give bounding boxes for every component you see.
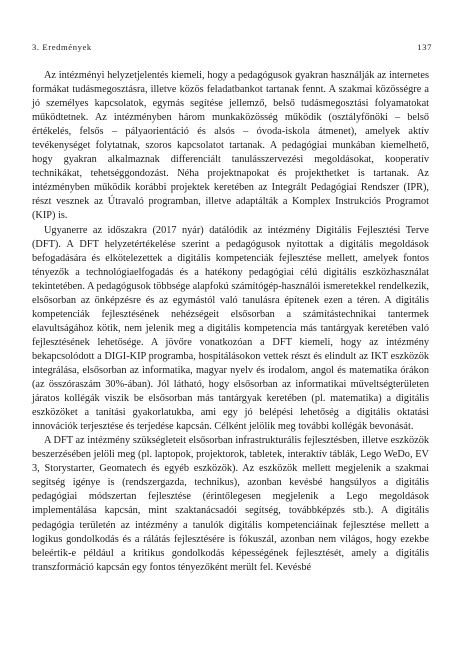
paragraph: Ugyanerre az időszakra (2017 nyár) datálódik az intézmény Digitális Fejlesztési Terve (DFT). A DFT helyzetértékelése szerint a pedagógusok nyitottak a digitális megoldások befogadására és elkötelezettek a digitális kompetenciák fejlesztése mellett, amelyek fontos tényezők a technológiaelfogadás és a hatékony pedagógiai célú digitális eszközhasználat tekintetében. A pedagógusok többsége alapfokú számítógép-használói ismeretekkel rendelkezik, elsősorban az önképzésre és az egymástól való tanulásra építenek ezen a téren. A digitális kompetenciák fejlesztésének nehézségeit elsősorban a számítástechnikai tantermek elavultságához kötik, nem jelenik meg a digitális kompetencia más tantárgyak keretében való fejlesztésének lehetősége. A jövőre vonatkozóan a DFT kiemeli, hogy az intézmény bekapcsolódott a DIGI-KIP programba, hospitálásokon vettek részt és elindult az IKT eszközök integrálása, elsősorban az informatika, magyar nyelv és irodalom, angol és matematika órákon (az összóraszám 30%-ában). Jól látható, hogy elsősorban az informatikai műveltségterületen járatos kollégák viszik be elsősorban más tantárgyak keretében (pl. matematika) a digitális eszközöket a tanítási gyakorlatukba, ami egy jó belépési lehetőség a digitális oktatási innovációk terjesztése és terjedése kapcsán. Célként jelölik meg további kollégák bevonását. <box>32 224 429 433</box>
page-number: 137 <box>417 42 432 52</box>
paragraph: Az intézményi helyzetjelentés kiemeli, hogy a pedagógusok gyakran használják az internetes formákat tudásmegosztásra, illetve közös feladatbankot tartanak fennt. A szakmai közösségre a jó személyes kapcsolatok, egymás segítése jellemző, belső tudásmegosztási folyamatokat működtetnek. Az intézményben három munkaközösség működik (osztályfőnöki – belső értékelés, felsős – pályaorientáció és alsós – óvoda-iskola átmenet), amelyek aktív tevékenységet folytatnak, szoros kapcsolatot tartanak. A pedagógiai munkában kiemelhető, hogy gyakran alkalmaznak differenciált tanulásszervezési megoldásokat, kooperatív technikákat, tehetséggondozást. Néha projektnapokat és projekthetket is tartanak. Az intézményben működik korábbi projektek keretében az Integrált Pedagógiai Rendszer (IPR), részt vesznek az Útravaló programban, illetve adaptálták a Komplex Instrukciós Programot (KIP) is. <box>32 70 429 222</box>
paragraph: A DFT az intézmény szükségleteit elsősorban infrastrukturális fejlesztésben, illetve eszközök beszerzésében jelöli meg (pl. laptopok, projektorok, tabletek, interaktív táblák, Lego WeDo, EV 3, Storystarter, Geomatech és egyéb eszközök). Az eszközök mellett megjelenik a szakmai segítség igénye is (rendszergazda, technikus), azonban kevésbé hangsúlyos a digitális pedagógiai módszertan fejlesztése (érintőlegesen megjelenik a Lego megoldások implementálása kapcsán, mint szaktanácsadói segítség, továbbképzés stb.). A digitális pedagógia területén az intézmény a tanulók digitális kompetenciáinak fejlesztése mellett a logikus gondolkodás és a rálátás fejlesztésére is fókuszál, azonban nem világos, hogy ezekbe beleértik-e például a kritikus gondolkodás képességének fejlesztését, amely a digitális transzformáció kapcsán egy fontos tényezőként merült fel. Kevésbé <box>32 435 429 573</box>
running-head: 3. Eredmények <box>32 42 92 52</box>
body-text <box>32 69 429 575</box>
page-header <box>32 42 432 52</box>
